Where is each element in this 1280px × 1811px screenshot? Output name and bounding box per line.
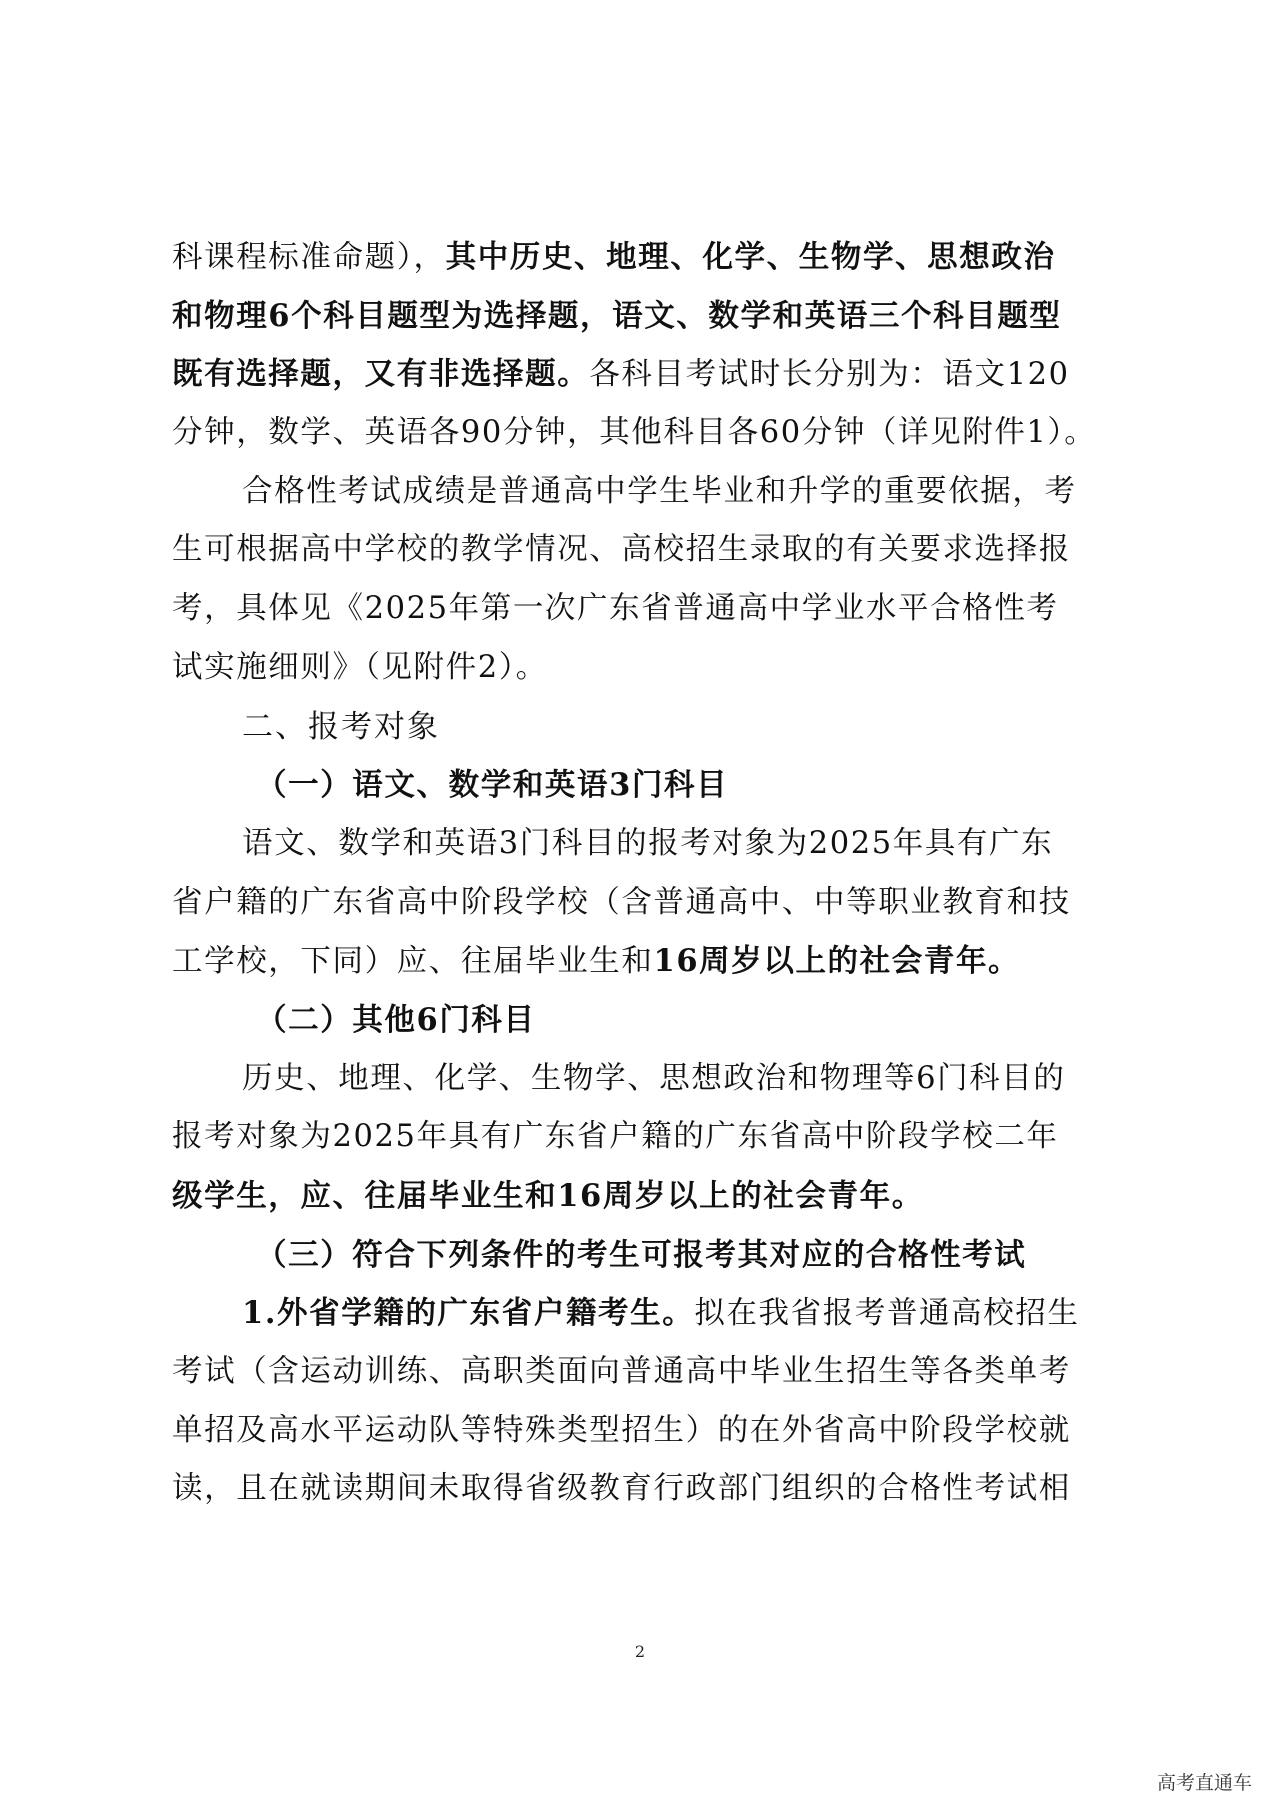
paragraph-line: 合格性考试成绩是普通高中学生毕业和升学的重要依据，考 bbox=[242, 473, 1077, 509]
text-run: 各科目考试时长分别为：语文120 bbox=[589, 357, 1070, 393]
subsection-heading: （一）语文、数学和英语3门科目 bbox=[256, 767, 729, 804]
bold-text-run: 1.外省学籍的广东省户籍考生。 bbox=[242, 1295, 695, 1332]
paragraph-line: 单招及高水平运动队等特殊类型招生）的在外省高中阶段学校就 bbox=[172, 1412, 1071, 1448]
paragraph-line: 省户籍的广东省高中阶段学校（含普通高中、中等职业教育和技 bbox=[172, 884, 1071, 920]
paragraph-line: 报考对象为2025年具有广东省户籍的广东省高中阶段学校二年 bbox=[172, 1119, 1059, 1155]
text-run: 科课程标准命题）， bbox=[172, 240, 446, 275]
paragraph-line bbox=[172, 228, 1117, 287]
page-number: 2 bbox=[634, 1642, 646, 1661]
paragraph-line: 分钟，数学、英语各90分钟，其他科目各60分钟（详见附件1）。 bbox=[172, 415, 1097, 451]
paragraph-line: 历史、地理、化学、生物学、思想政治和物理等6门科目的 bbox=[242, 1060, 1066, 1096]
subsection-heading: （二）其他6门科目 bbox=[256, 1001, 536, 1038]
watermark: 高考直通车 bbox=[1156, 1772, 1252, 1794]
paragraph-line: 试实施细则》（见附件2）。 bbox=[172, 649, 548, 685]
paragraph-line: 考，具体见《2025年第一次广东省普通高中学业水平合格性考 bbox=[172, 591, 1059, 627]
bold-text-run: 既有选择题，又有非选择题。 bbox=[172, 356, 590, 393]
section-heading: 二、报考对象 bbox=[242, 708, 440, 745]
paragraph-line: 考试（含运动训练、高职类面向普通高中毕业生招生等各类单考 bbox=[172, 1354, 1071, 1390]
bold-text-run: 其中历史、地理、化学、生物学、思想政治 bbox=[445, 239, 1056, 275]
paragraph-line: 生可根据高中学校的教学情况、高校招生录取的有关要求选择报 bbox=[172, 532, 1071, 568]
paragraph-line bbox=[172, 345, 1117, 404]
text-run: 拟在我省报考普通高校招生 bbox=[694, 1296, 1080, 1332]
text-run: 工学校，下同）应、往届毕业生和 bbox=[172, 944, 654, 980]
subsection-heading: （三）符合下列条件的考生可报考其对应的合格性考试 bbox=[256, 1236, 1027, 1273]
paragraph-line bbox=[172, 1284, 1117, 1343]
paragraph-line: 语文、数学和英语3门科目的报考对象为2025年具有广东 bbox=[242, 825, 1054, 861]
paragraph-line bbox=[172, 932, 1117, 991]
paragraph-line: 和物理6个科目题型为选择题，语文、数学和英语三个科目题型 bbox=[172, 297, 1062, 334]
document-body bbox=[172, 228, 1117, 1519]
bold-text-run: 16周岁以上的社会青年。 bbox=[653, 943, 1021, 980]
paragraph-line: 级学生，应、往届毕业生和16周岁以上的社会青年。 bbox=[172, 1178, 924, 1214]
paragraph-line: 读，且在就读期间未取得省级教育行政部门组织的合格性考试相 bbox=[172, 1471, 1071, 1507]
